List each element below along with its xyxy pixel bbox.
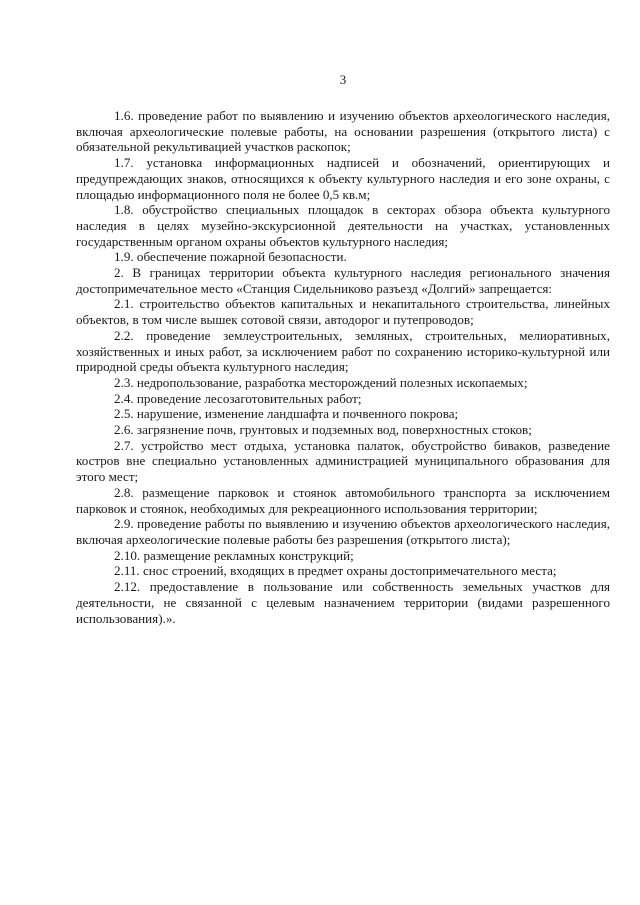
- page-number: 3: [339, 72, 347, 87]
- paragraph-2-1: 2.1. строительство объектов капитальных и некапитального строительства, линейных объектов, в том числе вышек сотовой связи, автодорог и путепроводов;: [76, 296, 610, 328]
- paragraph-2-3: 2.3. недропользование, разработка месторождений полезных ископаемых;: [114, 374, 528, 390]
- paragraph-2-4: 2.4. проведение лесозаготовительных работ;: [114, 390, 362, 406]
- paragraph-2-12: 2.12. предоставление в пользование или собственность земельных участков для деятельности, не связанной с целевым назначением территории (видами разрешенного использования).».: [76, 579, 610, 626]
- paragraph-2-5: 2.5. нарушение, изменение ландшафта и почвенного покрова;: [114, 406, 459, 422]
- document-page: [76, 72, 610, 626]
- paragraph-1-8: 1.8. обустройство специальных площадок в секторах обзора объекта культурного наследия в целях музейно-экскурсионной деятельности на участках, установленных государственным органом охраны объектов культурного наследия;: [76, 202, 610, 249]
- paragraph-1-9: 1.9. обеспечение пожарной безопасности.: [114, 249, 347, 265]
- paragraph-2: 2. В границах территории объекта культурного наследия регионального значения достопримечательное место «Станция Сидельниково разъезд «Долгий» запрещается:: [76, 265, 610, 296]
- paragraph-2-7: 2.7. устройство мест отдыха, установка палаток, обустройство биваков, разведение костров вне специально установленных администрацией муниципального образования для этого мест;: [76, 437, 610, 485]
- paragraph-2-6: 2.6. загрязнение почв, грунтовых и подземных вод, поверхностных стоков;: [114, 422, 532, 438]
- paragraph-1-6: 1.6. проведение работ по выявлению и изучению объектов археологического наследия, включая археологические полевые работы, на основании разрешения (открытого листа) с обязательной рекультивацией участков раскопок;: [76, 108, 610, 155]
- paragraph-2-2: 2.2. проведение землеустроительных, земляных, строительных, мелиоративных, хозяйственных и иных работ, за исключением работ по сохранению историко-культурной или природной среды объекта культурного наследия;: [76, 327, 610, 375]
- paragraph-2-9: 2.9. проведение работы по выявлению и изучению объектов археологического наследия, включая археологические полевые работы без разрешения (открытого листа);: [76, 516, 610, 547]
- paragraph-2-11: 2.11. снос строений, входящих в предмет охраны достопримечательного места;: [114, 563, 557, 579]
- paragraph-2-8: 2.8. размещение парковок и стоянок автомобильного транспорта за исключением парковок и стоянок, необходимых для рекреационного использования территории;: [76, 484, 610, 516]
- paragraph-1-7: 1.7. установка информационных надписей и обозначений, ориентирующих и предупреждающих знаков, относящихся к объекту культурного наследия и его зоне охраны, с площадью информационного поля не более 0,5 кв.м;: [76, 155, 610, 202]
- paragraph-2-10: 2.10. размещение рекламных конструкций;: [114, 547, 354, 563]
